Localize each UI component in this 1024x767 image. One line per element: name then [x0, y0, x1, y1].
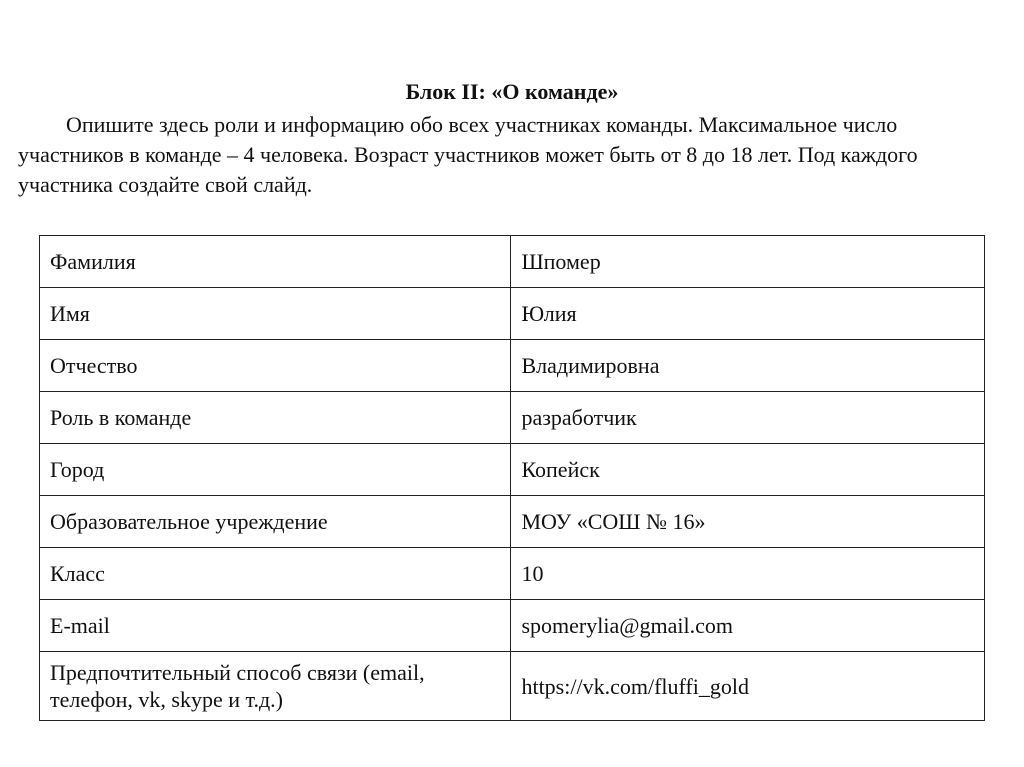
member-info-table	[39, 235, 985, 721]
table-row	[40, 340, 985, 392]
row-label: E-mail	[40, 600, 511, 652]
row-label: Город	[40, 444, 511, 496]
row-value: Копейск	[511, 444, 985, 496]
intro-paragraph: Опишите здесь роли и информацию обо всех участниках команды. Максимальное число участников в команде – 4 человека. Возраст участников может быть от 8 до 18 лет. Под каждого участника создайте свой слайд.	[18, 112, 918, 197]
table-row	[40, 652, 985, 721]
row-label: Отчество	[40, 340, 511, 392]
row-value: 10	[511, 548, 985, 600]
table-row	[40, 548, 985, 600]
row-value: Шпомер	[511, 236, 985, 288]
row-value: Юлия	[511, 288, 985, 340]
row-value: Владимировна	[511, 340, 985, 392]
row-value: МОУ «СОШ № 16»	[511, 496, 985, 548]
row-value: spomerylia@gmail.com	[511, 600, 985, 652]
table-row	[40, 288, 985, 340]
table-row	[40, 444, 985, 496]
row-value: разработчик	[511, 392, 985, 444]
row-label: Имя	[40, 288, 511, 340]
row-label: Фамилия	[40, 236, 511, 288]
row-label: Роль в команде	[40, 392, 511, 444]
row-label: Предпочтительный способ связи (email, телефон, vk, skype и т.д.)	[40, 652, 511, 721]
table-row	[40, 496, 985, 548]
table-row	[40, 600, 985, 652]
row-value: https://vk.com/fluffi_gold	[511, 652, 985, 721]
row-label: Класс	[40, 548, 511, 600]
row-label: Образовательное учреждение	[40, 496, 511, 548]
table-row	[40, 236, 985, 288]
page-title: Блок II: «О команде»	[405, 79, 619, 104]
table-row	[40, 392, 985, 444]
